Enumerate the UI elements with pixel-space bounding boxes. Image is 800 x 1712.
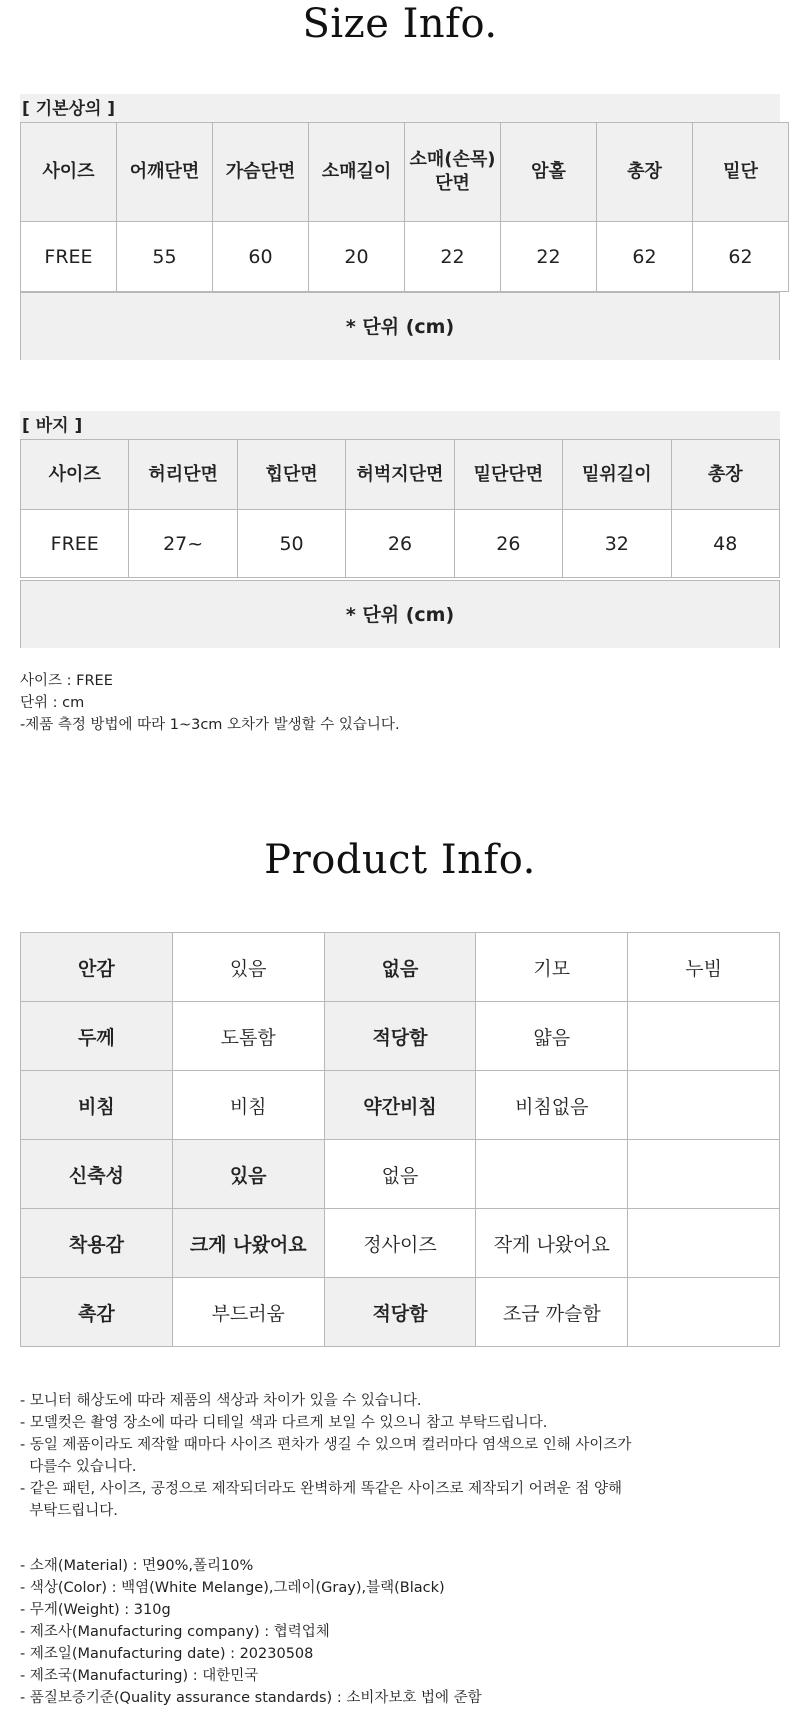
- product-cell: 없음: [324, 1140, 476, 1209]
- tops-value-cell-1: 55: [117, 222, 213, 292]
- product-cell: 적당함: [324, 1278, 476, 1347]
- product-cell: 신축성: [21, 1140, 173, 1209]
- disclaimer-line-5: 부탁드립니다.: [20, 1503, 118, 1519]
- product-cell: 두께: [21, 1002, 173, 1071]
- tops-section-label: [ 기본상의 ]: [20, 94, 780, 122]
- pants-section-label: [ 바지 ]: [20, 411, 780, 439]
- tops-header-cell-1: 어깨단면: [117, 123, 213, 222]
- pants-header-cell-2: 힙단면: [237, 440, 345, 510]
- pants-value-cell-3: 26: [346, 510, 454, 578]
- product-cell: 적당함: [324, 1002, 476, 1071]
- product-cell: 약간비침: [324, 1071, 476, 1140]
- product-cell: 촉감: [21, 1278, 173, 1347]
- product-specs: [20, 1555, 780, 1709]
- disclaimer-line-2: - 동일 제품이라도 제작할 때마다 사이즈 편차가 생길 수 있으며 컬러마다 염색으로 인해 사이즈가: [20, 1437, 632, 1453]
- product-cell: 조금 까슬함: [476, 1278, 628, 1347]
- tops-value-cell-2: 60: [213, 222, 309, 292]
- tops-header-cell-0: 사이즈: [21, 123, 117, 222]
- product-cell: [628, 1140, 780, 1209]
- tops-header-cell-4: 소매(손목) 단면: [405, 123, 501, 222]
- tops-value-cell-6: 62: [597, 222, 693, 292]
- product-cell: [628, 1002, 780, 1071]
- product-cell: 정사이즈: [324, 1209, 476, 1278]
- pants-header-cell-6: 총장: [671, 440, 779, 510]
- pants-value-cell-1: 27~: [129, 510, 237, 578]
- product-cell: [628, 1278, 780, 1347]
- product-cell: [476, 1140, 628, 1209]
- product-cell: 있음: [172, 933, 324, 1002]
- disclaimer-line-0: - 모니터 해상도에 따라 제품의 색상과 차이가 있을 수 있습니다.: [20, 1393, 422, 1409]
- disclaimer-line-1: - 모델컷은 촬영 장소에 따라 디테일 색과 다르게 보일 수 있으니 참고 부탁드립니다.: [20, 1415, 548, 1431]
- product-row: [21, 933, 780, 1002]
- tops-value-cell-3: 20: [309, 222, 405, 292]
- disclaimer-line-3: 다를수 있습니다.: [20, 1459, 137, 1475]
- product-info-title: Product Info.: [264, 837, 536, 883]
- size-note-line-2: -제품 측정 방법에 따라 1~3cm 오차가 발생할 수 있습니다.: [20, 717, 400, 733]
- pants-header-cell-0: 사이즈: [21, 440, 129, 510]
- spec-line-5: - 제조국(Manufacturing) : 대한민국: [20, 1668, 259, 1684]
- product-row: [21, 1071, 780, 1140]
- pants-value-cell-4: 26: [454, 510, 562, 578]
- pants-value-cell-2: 50: [237, 510, 345, 578]
- product-cell: 안감: [21, 933, 173, 1002]
- tops-value-cell-7: 62: [693, 222, 789, 292]
- product-cell: 누빔: [628, 933, 780, 1002]
- size-notes: [20, 670, 780, 736]
- pants-value-cell-0: FREE: [21, 510, 129, 578]
- product-row: [21, 1140, 780, 1209]
- tops-header-cell-2: 가슴단면: [213, 123, 309, 222]
- product-cell: [628, 1209, 780, 1278]
- spec-line-1: - 색상(Color) : 백염(White Melange),그레이(Gray),블랙(Black): [20, 1580, 445, 1596]
- size-note-line-0: 사이즈 : FREE: [20, 673, 113, 689]
- spec-line-3: - 제조사(Manufacturing company) : 협력업체: [20, 1624, 330, 1640]
- pants-header-cell-4: 밑단단면: [454, 440, 562, 510]
- pants-size-table: [20, 439, 780, 578]
- tops-value-cell-5: 22: [501, 222, 597, 292]
- tops-size-table: [20, 122, 789, 292]
- pants-header-cell-3: 허벅지단면: [346, 440, 454, 510]
- product-disclaimers: [20, 1390, 780, 1522]
- spec-line-2: - 무게(Weight) : 310g: [20, 1602, 171, 1618]
- tops-header-cell-5: 암홀: [501, 123, 597, 222]
- size-info-title: Size Info.: [302, 1, 498, 47]
- tops-header-cell-7: 밑단: [693, 123, 789, 222]
- product-cell: 도톰함: [172, 1002, 324, 1071]
- pants-value-cell-5: 32: [563, 510, 671, 578]
- product-row: [21, 1278, 780, 1347]
- pants-unit-bar: * 단위 (cm): [20, 580, 780, 648]
- product-cell: 얇음: [476, 1002, 628, 1071]
- tops-header-cell-6: 총장: [597, 123, 693, 222]
- disclaimer-line-4: - 같은 패턴, 사이즈, 공정으로 제작되더라도 완벽하게 똑같은 사이즈로 제작되기 어려운 점 양해: [20, 1481, 623, 1497]
- product-cell: 크게 나왔어요: [172, 1209, 324, 1278]
- product-cell: 비침: [172, 1071, 324, 1140]
- product-cell: 비침: [21, 1071, 173, 1140]
- tops-unit-bar: * 단위 (cm): [20, 292, 780, 360]
- product-row: [21, 1209, 780, 1278]
- product-cell: 있음: [172, 1140, 324, 1209]
- product-cell: 없음: [324, 933, 476, 1002]
- pants-value-cell-6: 48: [671, 510, 779, 578]
- product-cell: [628, 1071, 780, 1140]
- pants-header-cell-1: 허리단면: [129, 440, 237, 510]
- tops-header-cell-3: 소매길이: [309, 123, 405, 222]
- product-cell: 비침없음: [476, 1071, 628, 1140]
- tops-value-cell-0: FREE: [21, 222, 117, 292]
- spec-line-0: - 소재(Material) : 면90%,폴리10%: [20, 1558, 254, 1574]
- product-row: [21, 1002, 780, 1071]
- tops-value-cell-4: 22: [405, 222, 501, 292]
- product-cell: 착용감: [21, 1209, 173, 1278]
- product-cell: 기모: [476, 933, 628, 1002]
- size-note-line-1: 단위 : cm: [20, 695, 85, 711]
- spec-line-6: - 품질보증기준(Quality assurance standards) : 소비자보호 법에 준함: [20, 1690, 482, 1706]
- spec-line-4: - 제조일(Manufacturing date) : 20230508: [20, 1646, 314, 1662]
- product-cell: 부드러움: [172, 1278, 324, 1347]
- product-cell: 작게 나왔어요: [476, 1209, 628, 1278]
- product-info-table: [20, 932, 780, 1347]
- pants-header-cell-5: 밑위길이: [563, 440, 671, 510]
